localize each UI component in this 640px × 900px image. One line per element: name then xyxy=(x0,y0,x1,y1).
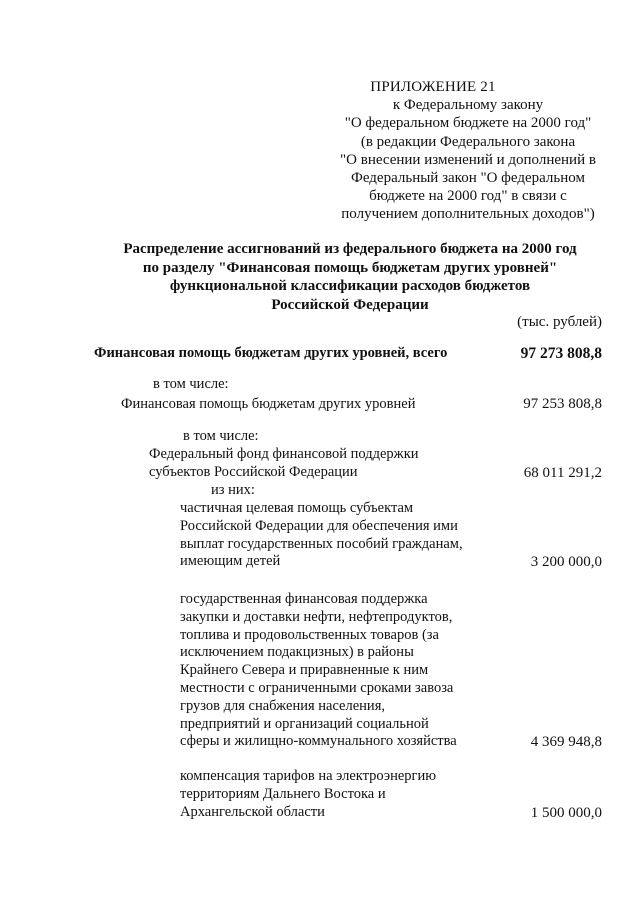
appendix-label: ПРИЛОЖЕНИЕ 21 xyxy=(370,79,496,95)
item-line: выплат государственных пособий гражданам, xyxy=(180,535,463,552)
item-far-north-supply-value: 4 369 948,8 xyxy=(530,734,602,750)
appendix-line: получением дополнительных доходов") xyxy=(341,206,595,223)
title-line: по разделу "Финансовая помощь бюджетам других уровней" xyxy=(142,259,558,276)
item-line: Архангельской области xyxy=(180,803,325,820)
item-line: грузов для снабжения населения, xyxy=(180,697,385,714)
title-line: Распределение ассигнований из федерального бюджета на 2000 год xyxy=(123,241,577,257)
item-line: Российской Федерации для обеспечения ими xyxy=(180,517,458,534)
item-electricity-tariffs-value: 1 500 000,0 xyxy=(530,805,602,821)
item-line: компенсация тарифов на электроэнергию xyxy=(180,768,437,784)
fund-label xyxy=(149,446,419,482)
item-electricity-tariffs xyxy=(180,768,436,821)
document-title xyxy=(60,240,640,314)
item-child-benefits xyxy=(180,500,463,571)
appendix-line: бюджете на 2000 год" в связи с xyxy=(369,188,567,205)
item-line: территориям Дальнего Востока и xyxy=(180,785,386,802)
fin-help-value: 97 253 808,8 xyxy=(523,396,602,412)
title-line: функциональной классификации расходов бюджетов xyxy=(169,278,531,294)
item-child-benefits-value: 3 200 000,0 xyxy=(530,554,602,570)
total-label: Финансовая помощь бюджетам других уровней, всего xyxy=(94,345,448,361)
appendix-header xyxy=(318,78,618,224)
item-line: имеющим детей xyxy=(180,553,281,570)
item-far-north-supply xyxy=(180,591,457,751)
item-line: сферы и жилищно-коммунального хозяйства xyxy=(180,733,457,750)
fund-line: субъектов Российской Федерации xyxy=(149,463,358,480)
item-line: Крайнего Севера и приравненные к ним xyxy=(180,662,429,679)
appendix-line: (в редакции Федерального закона xyxy=(360,133,576,150)
total-value: 97 273 808,8 xyxy=(520,345,602,362)
fund-value: 68 011 291,2 xyxy=(523,465,602,481)
title-line: Российской Федерации xyxy=(271,296,429,313)
appendix-line: к Федеральному закону xyxy=(392,97,544,114)
units-label: (тыс. рублей) xyxy=(517,314,602,330)
appendix-line: Федеральный закон "О федеральном xyxy=(350,170,585,187)
fin-help-label: Финансовая помощь бюджетам других уровней xyxy=(121,396,416,412)
item-line: закупки и доставки нефти, нефтепродуктов, xyxy=(180,608,453,625)
item-line: частичная целевая помощь субъектам xyxy=(180,500,414,516)
item-line: исключением подакцизных) в районы xyxy=(180,644,414,661)
item-line: государственная финансовая поддержка xyxy=(180,591,428,607)
item-line: местности с ограниченными сроками завоза xyxy=(180,679,454,696)
in-that-label: в том числе: xyxy=(183,428,259,444)
appendix-line: "О внесении изменений и дополнений в xyxy=(340,151,596,168)
in-that-label: в том числе: xyxy=(153,376,229,392)
fund-line: Федеральный фонд финансовой поддержки xyxy=(149,446,419,462)
of-them-label: из них: xyxy=(211,482,255,498)
item-line: топлива и продовольственных товаров (за xyxy=(180,626,439,643)
appendix-line: "О федеральном бюджете на 2000 год" xyxy=(344,115,592,132)
item-line: предприятий и организаций социальной xyxy=(180,715,429,732)
